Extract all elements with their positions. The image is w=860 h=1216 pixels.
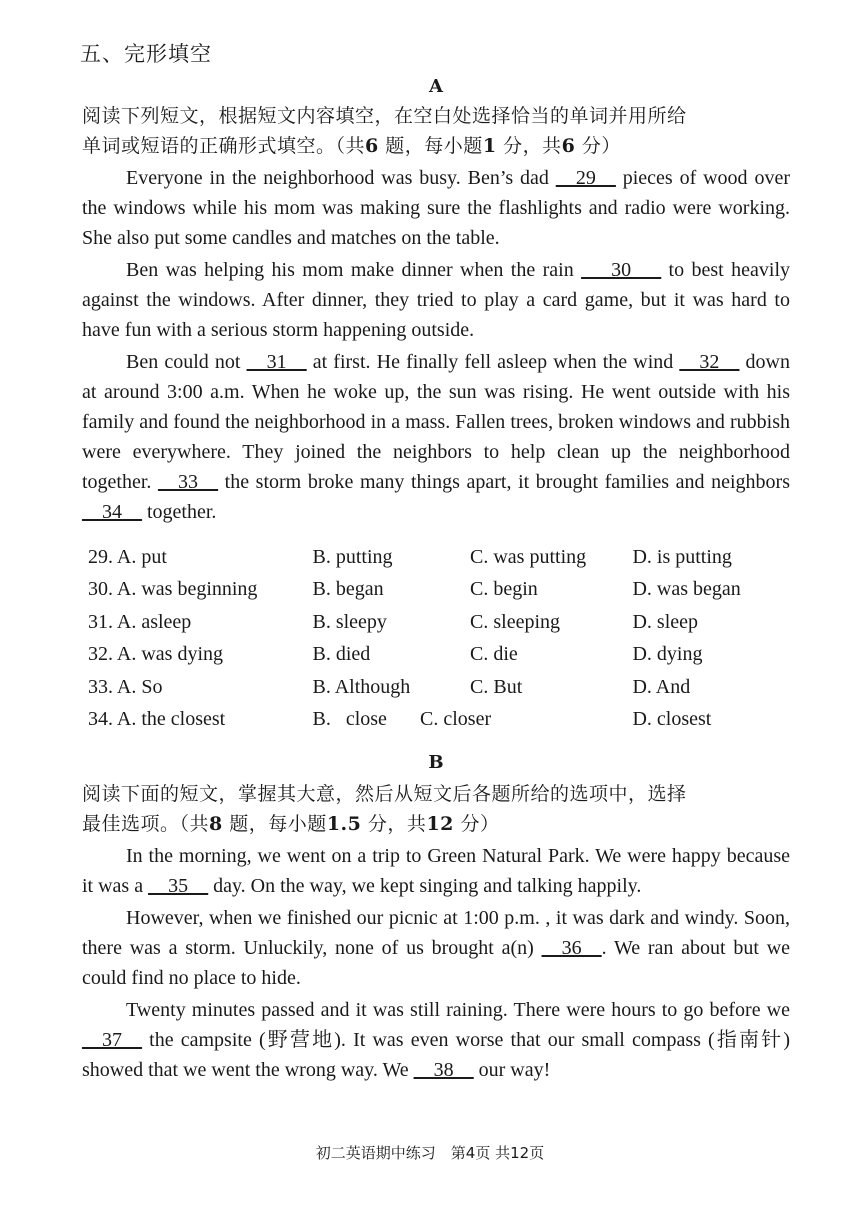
option-c[interactable]: C. sleeping <box>470 610 561 633</box>
paragraph: Twenty minutes passed and it was still raining. There were hours to go before we __37__ the campsite (野营地). It was even worse that our small compass (指南针) showed that we went the wrong way. We __38__ our way! <box>82 999 790 1081</box>
paragraph: However, when we finished our picnic at 1:00 p.m. , it was dark and windy. Soon, there was a storm. Unluckily, none of us brought a(n) __36__. We ran about but we could find no place to hide. <box>82 907 791 989</box>
option-row-34 <box>82 704 790 737</box>
blank-34[interactable]: __34__ <box>82 501 142 523</box>
option-b[interactable]: B. died <box>312 643 371 666</box>
blank-38[interactable]: __38__ <box>413 1059 474 1081</box>
option-row-31 <box>82 606 790 639</box>
option-b[interactable]: B. close <box>312 708 387 731</box>
option-row-29 <box>82 541 790 574</box>
instr-line: 阅读下列短文，根据短文内容填空，在空白处选择恰当的单词并用所给 <box>82 105 687 127</box>
option-a[interactable]: 31. A. asleep <box>88 610 192 633</box>
paragraph: Everyone in the neighborhood was busy. Ben’s dad __29__ pieces of wood over the windows while his mom was making sure the flashlights and radio were working. She also put some candles and matches on the table. <box>82 167 790 249</box>
option-c[interactable]: C. closer <box>420 708 492 731</box>
option-b[interactable]: B. putting <box>312 545 393 568</box>
option-d[interactable]: D. is putting <box>632 545 732 568</box>
part-b-heading: B <box>428 752 444 773</box>
option-a[interactable]: 34. A. the closest <box>88 708 226 731</box>
answer-options <box>82 541 790 736</box>
paragraph: Ben could not __31__ at first. He finally fell asleep when the wind __32__ down at around 3:00 a.m. When he woke up, the sun was rising. He went outside with his family and found the neighborhood in a mass. Fallen trees, broken windows and rubbish were everywhere. They joined the neighbors to help clean up the neighborhood together. __33__ the storm broke many things apart, it brought families and neighbors __34__ together. <box>82 351 790 523</box>
option-a[interactable]: 30. A. was beginning <box>88 578 258 601</box>
part-b-instructions <box>82 779 790 839</box>
option-c[interactable]: C. die <box>470 643 518 666</box>
part-a-instructions <box>82 101 790 161</box>
blank-36[interactable]: __36__ <box>541 937 602 959</box>
option-d[interactable]: D. closest <box>632 708 712 731</box>
option-d[interactable]: D. dying <box>632 643 703 666</box>
option-row-30 <box>82 574 790 607</box>
blank-30[interactable]: ___30___ <box>581 259 662 281</box>
blank-33[interactable]: __33__ <box>158 471 219 493</box>
option-a[interactable]: 29. A. put <box>88 545 167 568</box>
option-c[interactable]: C. was putting <box>470 545 587 568</box>
option-d[interactable]: D. And <box>632 675 691 698</box>
option-row-32 <box>82 639 790 672</box>
option-a[interactable]: 32. A. was dying <box>88 643 223 666</box>
option-d[interactable]: D. was began <box>632 578 741 601</box>
page-footer: 初二英语期中练习 第4页 共12页 <box>315 1144 545 1162</box>
option-c[interactable]: C. begin <box>470 578 538 601</box>
section-title: 五、完形填空 <box>80 42 212 66</box>
option-b[interactable]: B. began <box>312 578 384 601</box>
option-d[interactable]: D. sleep <box>632 610 699 633</box>
instr-line: 最佳选项。（共8 题，每小题1.5 分，共12 分） <box>82 813 500 835</box>
blank-32[interactable]: __32__ <box>679 351 740 373</box>
instr-line: 单词或短语的正确形式填空。（共6 题，每小题1 分，共6 分） <box>82 135 621 157</box>
paragraph: Ben was helping his mom make dinner when the rain ___30___ to best heavily against the windows. After dinner, they tried to play a card game, but it was hard to have fun with a serious storm happening outside. <box>82 259 791 341</box>
part-a-heading: A <box>429 76 443 97</box>
blank-35[interactable]: __35__ <box>148 875 209 897</box>
blank-37[interactable]: __37__ <box>82 1029 142 1051</box>
option-b[interactable]: B. Although <box>312 675 411 698</box>
part-a <box>82 76 790 1085</box>
instr-line: 阅读下面的短文，掌握其大意，然后从短文后各题所给的选项中，选择 <box>82 783 687 805</box>
blank-29[interactable]: __29__ <box>555 167 616 189</box>
paragraph: In the morning, we went on a trip to Green Natural Park. We were happy because it was a __35__ day. On the way, we kept singing and talking happily. <box>82 845 790 897</box>
option-b[interactable]: B. sleepy <box>312 610 387 633</box>
option-row-33 <box>82 671 790 704</box>
option-a[interactable]: 33. A. So <box>88 675 163 698</box>
blank-31[interactable]: __31__ <box>246 351 307 373</box>
option-c[interactable]: C. But <box>470 675 523 698</box>
